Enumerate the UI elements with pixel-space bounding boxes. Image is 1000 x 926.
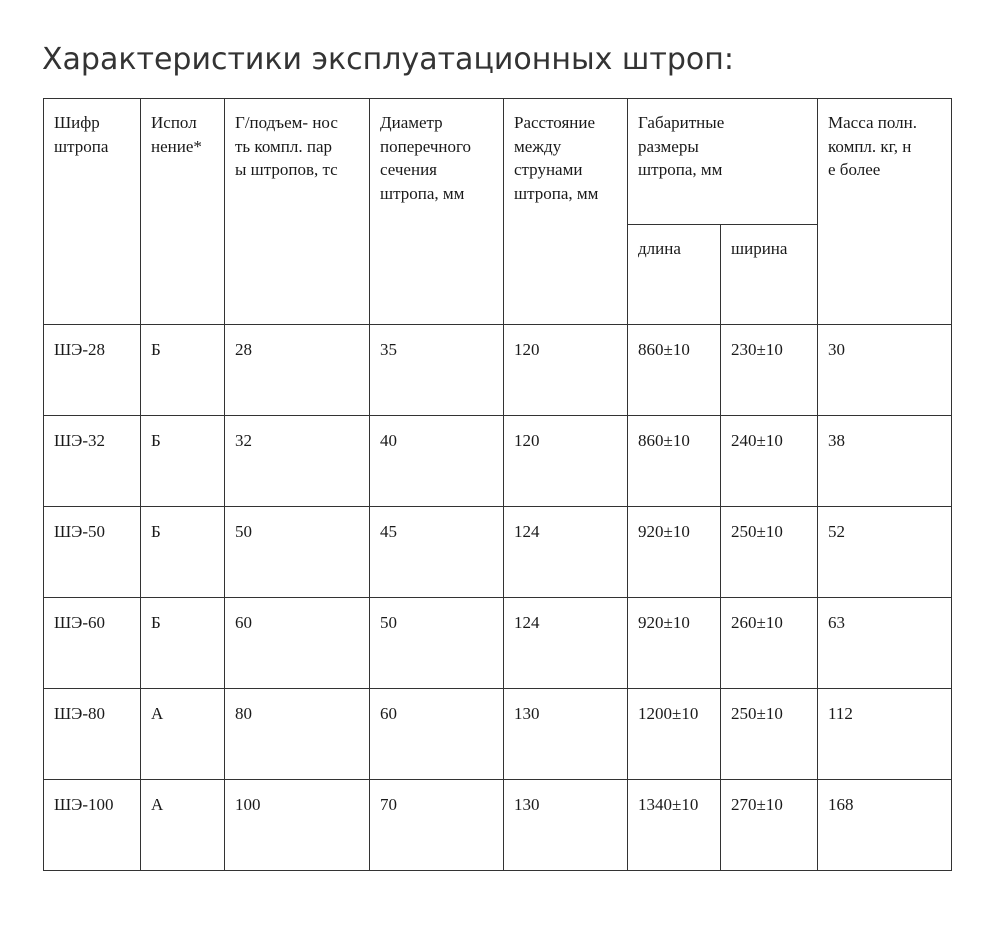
cell-mass: 30 — [818, 325, 952, 416]
cell-capacity: 50 — [225, 507, 370, 598]
cell-mass: 38 — [818, 416, 952, 507]
cell-width: 230±10 — [721, 325, 818, 416]
specifications-table — [43, 98, 952, 871]
table-row — [44, 780, 952, 871]
cell-version: Б — [141, 416, 225, 507]
cell-distance: 130 — [504, 780, 628, 871]
header-version: Испол нение* — [141, 99, 225, 325]
cell-width: 260±10 — [721, 598, 818, 689]
header-mass: Масса полн. компл. кг, н е более — [818, 99, 952, 325]
cell-length: 920±10 — [628, 598, 721, 689]
cell-code: ШЭ-28 — [44, 325, 141, 416]
cell-distance: 120 — [504, 416, 628, 507]
cell-version: Б — [141, 598, 225, 689]
cell-diameter: 50 — [370, 598, 504, 689]
table-body — [44, 325, 952, 871]
cell-diameter: 40 — [370, 416, 504, 507]
table-header-row — [44, 99, 952, 225]
header-length: длина — [628, 225, 721, 325]
cell-code: ШЭ-60 — [44, 598, 141, 689]
cell-length: 1200±10 — [628, 689, 721, 780]
cell-capacity: 100 — [225, 780, 370, 871]
cell-diameter: 70 — [370, 780, 504, 871]
cell-width: 250±10 — [721, 689, 818, 780]
cell-length: 860±10 — [628, 416, 721, 507]
cell-length: 1340±10 — [628, 780, 721, 871]
cell-mass: 168 — [818, 780, 952, 871]
cell-mass: 63 — [818, 598, 952, 689]
cell-code: ШЭ-50 — [44, 507, 141, 598]
cell-distance: 124 — [504, 598, 628, 689]
cell-code: ШЭ-32 — [44, 416, 141, 507]
header-width: ширина — [721, 225, 818, 325]
cell-capacity: 28 — [225, 325, 370, 416]
cell-capacity: 32 — [225, 416, 370, 507]
table-row — [44, 416, 952, 507]
cell-distance: 124 — [504, 507, 628, 598]
cell-capacity: 80 — [225, 689, 370, 780]
header-dimensions: Габаритные размеры штропа, мм — [628, 99, 818, 225]
header-diameter: Диаметр поперечного сечения штропа, мм — [370, 99, 504, 325]
cell-mass: 52 — [818, 507, 952, 598]
cell-version: Б — [141, 507, 225, 598]
header-capacity: Г/подъем- нос ть компл. пар ы штропов, тс — [225, 99, 370, 325]
cell-diameter: 45 — [370, 507, 504, 598]
cell-code: ШЭ-80 — [44, 689, 141, 780]
cell-version: А — [141, 689, 225, 780]
cell-length: 920±10 — [628, 507, 721, 598]
cell-mass: 112 — [818, 689, 952, 780]
cell-diameter: 60 — [370, 689, 504, 780]
cell-length: 860±10 — [628, 325, 721, 416]
page-title: Характеристики эксплуатационных штроп: — [42, 42, 734, 77]
cell-diameter: 35 — [370, 325, 504, 416]
cell-code: ШЭ-100 — [44, 780, 141, 871]
table-row — [44, 507, 952, 598]
table-row — [44, 598, 952, 689]
header-distance: Расстояние между струнами штропа, мм — [504, 99, 628, 325]
header-code: Шифр штропа — [44, 99, 141, 325]
cell-distance: 130 — [504, 689, 628, 780]
cell-version: Б — [141, 325, 225, 416]
table-row — [44, 325, 952, 416]
cell-width: 270±10 — [721, 780, 818, 871]
cell-width: 240±10 — [721, 416, 818, 507]
cell-version: А — [141, 780, 225, 871]
cell-capacity: 60 — [225, 598, 370, 689]
cell-distance: 120 — [504, 325, 628, 416]
table-row — [44, 689, 952, 780]
cell-width: 250±10 — [721, 507, 818, 598]
